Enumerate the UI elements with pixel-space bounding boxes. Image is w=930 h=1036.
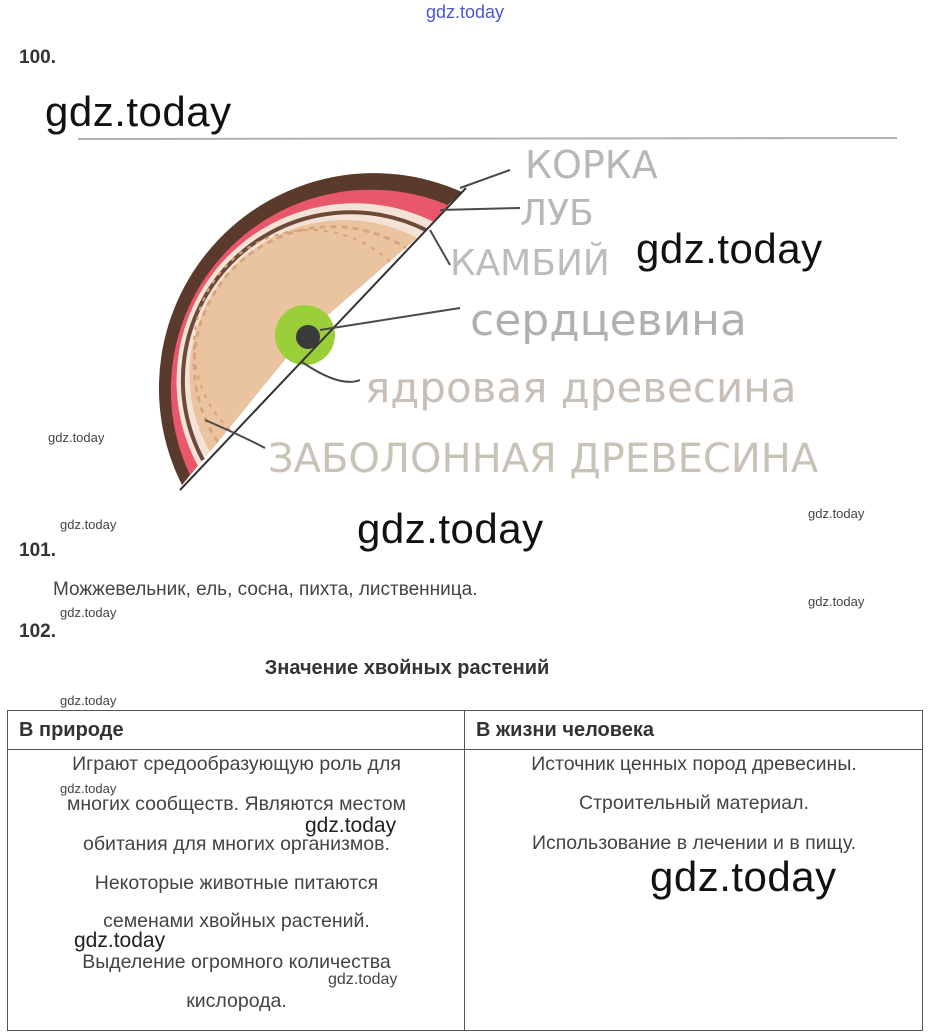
diagram-top-line: [78, 138, 897, 139]
nature-line: кислорода.: [186, 990, 287, 1012]
table-header-row: [8, 711, 923, 750]
pointer-cambium: [430, 230, 450, 265]
nature-line: Некоторые животные питаются: [94, 872, 379, 894]
label-pith: сердцевина: [470, 295, 747, 346]
watermark-top: gdz.today: [425, 2, 505, 22]
human-line: Использование в лечении и в пищу.: [531, 832, 857, 854]
column-header-human-life: В жизни человека: [465, 711, 923, 750]
nature-line: семенами хвойных растений.: [103, 910, 370, 932]
task-102-number: 102.: [19, 621, 56, 642]
watermark-big: gdz.today: [45, 88, 232, 135]
task-100-number: 100.: [19, 47, 56, 68]
column-header-nature: В природе: [8, 711, 465, 750]
nature-line: обитания для многих организмов.: [83, 833, 390, 855]
watermark-small: gdz.today: [48, 430, 105, 445]
watermark-small: gdz.today: [808, 594, 865, 609]
watermark-small: gdz.today: [60, 693, 117, 708]
tree-trunk-cross-section-diagram: [40, 130, 910, 500]
label-sapwood: ЗАБОЛОННАЯ ДРЕВЕСИНА: [268, 436, 819, 482]
label-cambium: КАМБИЙ: [450, 243, 610, 284]
watermark-small: gdz.today: [808, 506, 865, 521]
watermark-big: gdz.today: [357, 505, 544, 552]
watermark-small: gdz.today: [328, 971, 398, 988]
nature-line: многих сообществ. Являются местом: [66, 793, 407, 815]
pointer-bast: [440, 208, 520, 210]
table-title: Значение хвойных растений: [264, 657, 550, 679]
label-bast: ЛУБ: [520, 193, 594, 234]
watermark-big: gdz.today: [636, 225, 823, 272]
nature-line: Играют средообразующую роль для: [72, 753, 401, 775]
pointer-heartwood: [302, 362, 360, 382]
task-101-answer: Можжевельник, ель, сосна, пихта, лиственница.: [53, 579, 478, 600]
watermark-small: gdz.today: [60, 517, 117, 532]
human-line: Строительный материал.: [579, 792, 809, 814]
watermark-big: gdz.today: [650, 853, 837, 900]
human-line: Источник ценных пород древесины.: [531, 753, 857, 775]
task-101-number: 101.: [19, 540, 56, 561]
watermark-small: gdz.today: [60, 781, 117, 796]
label-heartwood: ядровая древесина: [365, 363, 797, 412]
label-bark: КОРКА: [525, 143, 658, 187]
watermark-small: gdz.today: [60, 605, 117, 620]
nature-line: Выделение огромного количества: [82, 951, 391, 973]
watermark-medium: gdz.today: [74, 929, 166, 952]
pointer-bark: [460, 170, 510, 188]
watermark-medium: gdz.today: [305, 814, 397, 837]
